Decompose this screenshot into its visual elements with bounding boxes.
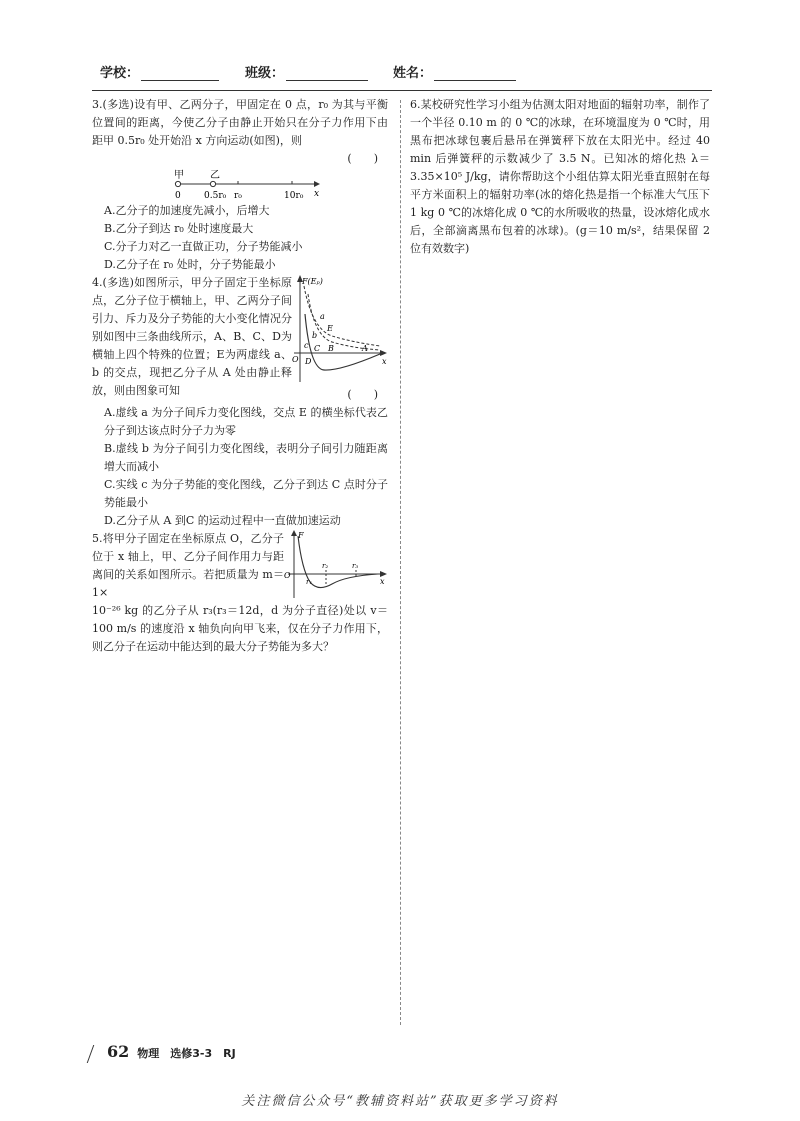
footer-subject: 物理 选修3-3 RJ: [137, 1047, 236, 1060]
q4-label-b: b: [312, 331, 318, 340]
q3-tick-label-r0: r₀: [234, 191, 242, 201]
q5-force-figure: [284, 530, 388, 600]
footer-slash-mark: [87, 1045, 105, 1063]
question-5: [92, 530, 388, 656]
question-4: [92, 274, 388, 530]
q4-label-D: D: [305, 357, 312, 366]
q4-curve-c: [305, 314, 380, 370]
q4-option-c: C.实线 c 为分子势能的变化图线，乙分子到达 C 点时分子势能最小: [104, 478, 388, 509]
q5-label-r1: r₁: [306, 578, 313, 586]
q5-label-O: O: [284, 571, 291, 580]
q3-molecule-yi: [210, 181, 215, 186]
q3-tick-label-10r0: 10r₀: [284, 191, 304, 201]
q3-molecule-jia: [175, 181, 180, 186]
q4-label-B: B: [328, 344, 334, 353]
q3-stem: 3.(多选)设有甲、乙两分子，甲固定在 0 点，r₀ 为其与平衡位置间的距离，今使乙分子由静止开始只在分子力作用下由距甲 0.5r₀ 处开始沿 x 方向运动(如图)，则: [92, 98, 388, 147]
q4-label-A: A: [362, 344, 368, 353]
q5-label-r3: r₃: [352, 562, 359, 570]
name-blank[interactable]: [434, 66, 516, 81]
question-3: [92, 96, 388, 274]
q5-stem-part1: 5.将甲分子固定在坐标原点 O，乙分子位于 x 轴上，甲、乙分子间作用力与距离间的关系如图所示。若把质量为 m＝1×: [92, 532, 284, 599]
right-column: [410, 96, 710, 258]
q3-axis-arrow: [314, 181, 320, 187]
school-blank[interactable]: [141, 66, 219, 81]
q5-y-axis-arrow: [291, 530, 297, 536]
question-6: [410, 96, 710, 258]
q3-tick-label-0: 0: [175, 191, 181, 201]
q4-option-d: D.乙分子从 A 到C 的运动过程中一直做加速运动: [104, 514, 341, 527]
column-divider: [400, 100, 401, 1025]
q4-curve-b: [308, 294, 380, 350]
q4-label-a: a: [320, 312, 325, 321]
q3-option-d: D.乙分子在 r₀ 处时，分子势能最小: [104, 258, 276, 271]
class-label: 班级：: [245, 66, 285, 81]
q5-label-F: F: [298, 531, 304, 540]
q6-stem: 6.某校研究性学习小组为估测太阳对地面的辐射功率，制作了一个半径 0.10 m 的 0 ℃的冰球，在环境温度为 0 ℃时，用黑布把冰球包裹后悬吊在弹簧秤下放在太阳光中。经过 40 min 后弹簧秤的示数减少了 3.5 N。已知冰的熔化热 λ＝3.35×10⁵ J/kg，请你帮助这个小组估算太阳光垂直照射在每平方米面积上的辐射功率(冰的熔化热是指一个标准大气压下 1 kg 0 ℃的冰熔化成 0 ℃的水所吸收的热量，设冰熔化成水后，全部滴离黑布包着的冰球)。(g＝10 m/s²，结果保留 2 位有效数字): [410, 98, 710, 255]
page-number: 62: [107, 1042, 130, 1061]
q4-figure-wrap: [292, 274, 388, 386]
q4-stem: 4.(多选)如图所示，甲分子固定于坐标原点，乙分子位于横轴上，甲、乙两分子间引力、斥力及分子势能的大小变化情况分别如图中三条曲线所示，A、B、C、D为横轴上四个特殊的位置；E为两虚线 a、b 的交点，现把乙分子从 A 处由静止释放，则由图象可知: [92, 276, 292, 397]
q3-label-yi: 乙: [210, 170, 220, 181]
name-label: 姓名：: [393, 66, 433, 81]
q5-label-x: x: [380, 577, 385, 586]
school-label: 学校：: [100, 66, 140, 81]
q4-label-C: C: [314, 344, 321, 353]
page-footer: [90, 1042, 236, 1063]
q5-stem-part2: 10⁻²⁶ kg 的乙分子从 r₃(r₃＝12d，d 为分子直径)处以 v＝100 m/s 的速度沿 x 轴负向向甲飞来，仅在分子力作用下，则乙分子在运动中能达到的最大分子势能为多大？: [92, 604, 388, 653]
q4-x-axis-arrow: [380, 350, 387, 356]
q3-label-jia: 甲: [174, 170, 184, 181]
bottom-promo-note: 关注微信公众号“教辅资料站”获取更多学习资料: [241, 1094, 559, 1109]
q4-label-x: x: [382, 357, 387, 366]
q3-number-line-figure: [92, 168, 388, 202]
header-rule: [92, 90, 712, 91]
q5-figure-wrap: [284, 530, 388, 600]
q4-option-b: B.虚线 b 为分子间引力变化图线，表明分子间引力随距离增大而减小: [104, 442, 388, 473]
q3-option-b: B.乙分子到达 r₀ 处时速度最大: [104, 222, 254, 235]
q4-label-O: O: [292, 355, 299, 364]
class-blank[interactable]: [286, 66, 368, 81]
q3-answer-paren: ( ): [347, 152, 378, 165]
q4-label-F: F(Eₚ): [302, 277, 323, 286]
q4-label-c: c: [304, 341, 309, 350]
q3-option-c: C.分子力对乙一直做正功，分子势能减小: [104, 240, 303, 253]
left-column: [92, 96, 388, 656]
school-field: [100, 62, 219, 81]
name-field: [393, 62, 516, 81]
q3-axis-label-x: x: [314, 189, 320, 199]
class-field: [245, 62, 368, 81]
q4-answer-paren: ( ): [347, 388, 378, 401]
q4-force-energy-figure: [292, 274, 388, 386]
q3-tick-label-half-r0: 0.5r₀: [204, 191, 227, 201]
q3-option-a: A.乙分子的加速度先减小，后增大: [104, 204, 270, 217]
q4-label-E: E: [327, 324, 333, 333]
q4-option-a: A.虚线 a 为分子间斥力变化图线，交点 E 的横坐标代表乙分子到达该点时分子力为零: [104, 406, 388, 437]
q5-label-r2: r₂: [322, 562, 329, 570]
